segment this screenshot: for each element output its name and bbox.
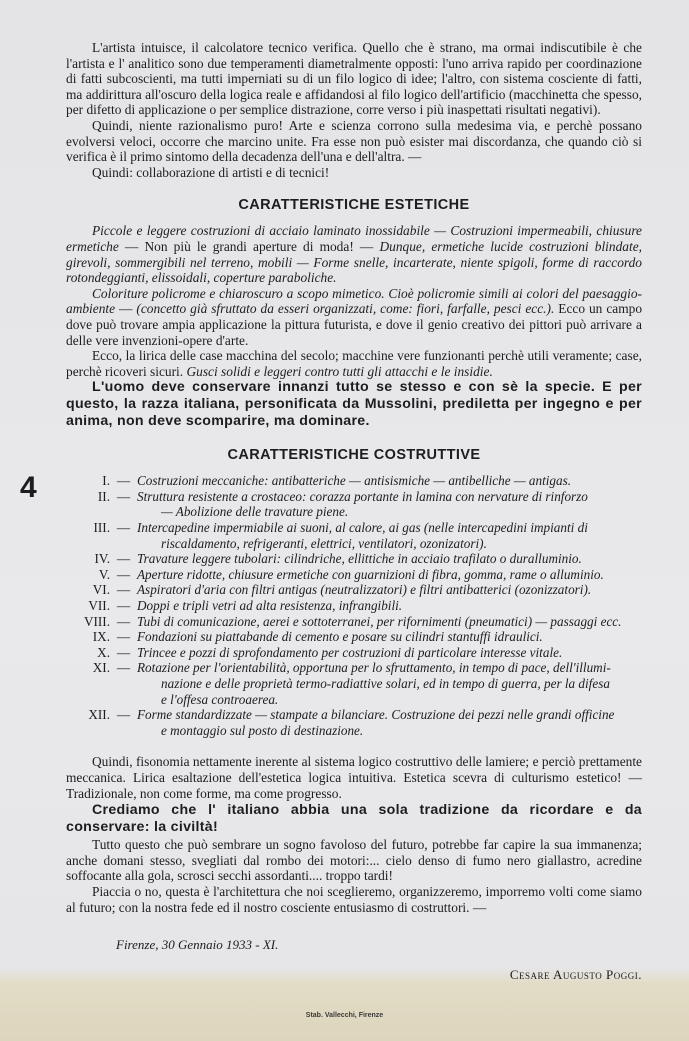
text-segment: Piccole e leggere costruzioni di acciaio laminato inossidabile — Costruzioni impermeabili, chiusure ermetiche: [66, 223, 642, 254]
dash: —: [116, 582, 131, 598]
list-item-line: e l'offesa controaerea.: [161, 691, 279, 707]
list-item-line: Fondazioni su piattabande di cemento e posare su cilindri stantuffi idraulici.: [137, 629, 543, 645]
text-segment: — Non più le grandi aperture di moda! —: [118, 238, 380, 254]
list-item-line: Aspiratori d'aria con filtri antigas (neutralizzatori) e filtri antibatterici (ozonizzatori).: [137, 582, 592, 598]
list-item-text: [137, 582, 642, 598]
conclusion-paragraph: Tutto questo che può sembrare un sogno favoloso del futuro, potrebbe far capire la sua immanenza; anche domani stesso, svegliati dal rombo dei motori:... cielo denso di fumo nero giallastro, acredine soffocante alla gola, scrosci secchi assordanti.... troppo tardi!: [66, 837, 642, 884]
list-item-text: [137, 614, 642, 630]
roman-numeral: XI.: [92, 660, 110, 676]
text-segment: —: [115, 301, 137, 317]
text-segment: Ecco, la lirica delle case macchina del secolo; macchine vere funzionanti perchè utili veramente; case, perchè ricoveri sicuri.: [66, 348, 642, 379]
dash: —: [116, 613, 131, 629]
dash: —: [116, 644, 131, 660]
text-segment: (concetto già sfruttato da esseri organizzati, come: fiori, farfalle, pesci ecc.).: [136, 301, 555, 317]
date-line: Firenze, 30 Gennaio 1933 - XI.: [116, 937, 279, 953]
list-item: [60, 707, 642, 738]
aesthetic-section: [66, 223, 642, 430]
list-item: [60, 598, 642, 614]
paragraph: [66, 40, 642, 118]
dash: —: [116, 551, 131, 567]
list-item-text: [137, 598, 642, 614]
list-item-line: — Abolizione delle travature piene.: [161, 504, 349, 520]
list-item-text: [137, 473, 642, 489]
list-item: [60, 582, 642, 598]
list-item-line: riscaldamento, refrigeranti, elettrici, ventilatori, ozonizatori).: [161, 535, 487, 551]
dash: —: [116, 520, 131, 536]
list-item-text: [137, 660, 642, 707]
text-segment: Quindi, niente razionalismo puro! Arte e scienza corrono sulla medesima via, e perchè possano evolversi veloci, occorre che marcino unite. Fra esse non può esister mai discordanza, che quando ciò si verifica è il primo sintomo della decadenza dell'una e dell'altra. —: [66, 117, 642, 165]
paragraph: [66, 286, 642, 348]
roman-numeral: VI.: [92, 582, 110, 598]
list-item-text: [137, 551, 642, 567]
intro-section: [66, 40, 642, 180]
list-item: [60, 551, 642, 567]
list-item: [60, 629, 642, 645]
roman-numeral: XII.: [88, 707, 110, 723]
conclusion-paragraph: Piaccia o no, questa è l'architettura che noi sceglieremo, organizzeremo, imporremo volti come siamo al futuro; con la nostra fede ed il nostro cosciente entusiasmo di costruttori. —: [66, 883, 642, 915]
dash: —: [116, 598, 131, 614]
list-item-line: Forme standardizzate — stampate a bilanciare. Costruzione dei pezzi nelle grandi officine: [137, 707, 615, 723]
roman-numeral: III.: [93, 520, 110, 536]
list-item-line: nazione e delle proprietà termo-radiattive solari, ed in tempo di guerra, per la difesa: [161, 676, 610, 691]
list-item-line: Intercapedine impermiabile ai suoni, al calore, ai gas (nelle intercapedini impianti di: [137, 520, 588, 536]
list-item-line: Struttura resistente a crostaceo: corazza portante in lamina con nervature di rinforzo: [137, 488, 588, 504]
page-number: 4: [20, 471, 37, 505]
list-item-text: [137, 629, 642, 645]
paragraph: [66, 348, 642, 379]
dash: —: [116, 707, 131, 723]
text-segment: L'artista intuisce, il calcolatore tecnico verifica. Quello che è strano, ma ormai indiscutibile è che l'artista e l' analitico sono due temperamenti diametralmente opposti: l'uno arriva rapido per coordinazione di fatti subcoscienti, ma tutti imperniati su di un filo logico di idee; l'altro, con sistema cosciente di fatti, ma addirittura all'oscuro della logica reale e affidandosi al filo logico dell'artificio (macchinetta che spesso, per difetto di applicazione o per semplice distrazione, corre verso i più inaspettati risultati negativi).: [66, 40, 642, 118]
conclusion-paragraph: Quindi, fisonomia nettamente inerente al sistema logico costruttivo delle lamiere; e perciò prettamente meccanica. Lirica esaltazione dell'estetica logica intuitiva. Estetica scevra di culturismo estetico! — Tradizionale, non come forme, ma come progresso.: [66, 754, 642, 801]
list-item-line: Rotazione per l'orientabilità, opportuna per lo sfruttamento, in tempo di pace, dell'illumi-: [137, 660, 611, 676]
text-segment: Quindi: collaborazione di artisti e di tecnici!: [92, 164, 330, 180]
roman-numeral: II.: [97, 488, 110, 504]
list-item-text: [137, 567, 642, 583]
list-item: [60, 473, 642, 489]
printer-imprint: Stab. Vallecchi, Firenze: [305, 1012, 384, 1020]
list-item: [60, 614, 642, 630]
roman-numeral: V.: [98, 566, 110, 582]
list-item: [60, 645, 642, 661]
roman-numeral: VIII.: [84, 613, 110, 629]
list-item: [60, 660, 642, 707]
roman-numeral: VII.: [88, 598, 110, 614]
text-segment: Dunque, ermetiche lucide costruzioni blindate, girevoli, sommergibili nel terreno, mobili — Forme snelle, incarterate, niente spigoli, forme di raccordo rotondeggianti, elissoidali, coperture paraboliche.: [66, 238, 642, 286]
list-item-line: e montaggio sul posto di destinazione.: [161, 722, 364, 738]
signature: Cesare Augusto Poggi.: [509, 967, 642, 983]
roman-numeral: IV.: [94, 551, 110, 567]
aesthetic-bold-paragraph: L'uomo deve conservare innanzi tutto se stesso e con sè la specie. E per questo, la razza italiana, personificata da Mussolini, prediletta per ingegno e per anima, non deve scomparire, ma dominare.: [66, 379, 642, 430]
dash: —: [116, 660, 131, 676]
roman-numeral: I.: [102, 473, 110, 489]
dash: —: [116, 488, 131, 504]
text-segment: Ecco un campo dove può trovare ampia applicazione la pittura futurista, e dove il genio creativo dei pittori può arrivare a delle vere invenzioni-opere d'arte.: [66, 301, 643, 348]
list-item: [60, 567, 642, 583]
heading-constructive: CARATTERISTICHE COSTRUTTIVE: [227, 447, 481, 464]
roman-numeral: IX.: [92, 629, 110, 645]
list-item: [60, 489, 642, 520]
list-item-line: Aperture ridotte, chiusure ermetiche con guarnizioni di fibra, gomma, rame o alluminio.: [137, 566, 604, 582]
list-item-text: [137, 489, 642, 520]
list-item: [60, 520, 642, 551]
roman-numeral: X.: [97, 644, 110, 660]
list-item-text: [137, 520, 642, 551]
conclusion-section: [66, 754, 642, 915]
list-item-line: Travature leggere tubolari: cilindriche, ellittiche in acciaio trafilato o duralluminio.: [137, 551, 582, 567]
dash: —: [116, 629, 131, 645]
dash: —: [116, 566, 131, 582]
conclusion-bold-paragraph: Crediamo che l' italiano abbia una sola tradizione da ricordare e da conservare: la civiltà!: [66, 802, 642, 836]
list-item-line: Tubi di comunicazione, aerei e sottoterranei, per rifornimenti (pneumatici) — passaggi ecc.: [137, 613, 622, 629]
list-item-line: Trincee e pozzi di sprofondamento per costruzioni di particolare interesse vitale.: [137, 644, 563, 660]
constructive-list: [60, 473, 642, 738]
paragraph: [66, 165, 642, 181]
dash: —: [116, 473, 131, 489]
list-item-line: Costruzioni meccaniche: antibatteriche — antisismiche — antibelliche — antigas.: [137, 473, 572, 489]
paragraph: [66, 118, 642, 165]
list-item-line: Doppi e tripli vetri ad alta resistenza, infrangibili.: [137, 598, 403, 614]
text-segment: Coloriture policrome e chiaroscuro a scopo mimetico. Cioè policromie simili ai colori del paesaggio-ambiente: [66, 285, 642, 317]
heading-aesthetic: CARATTERISTICHE ESTETICHE: [238, 197, 470, 214]
text-segment: Gusci solidi e leggeri contro tutti gli attacchi e le insidie.: [186, 363, 493, 379]
list-item-text: [137, 645, 642, 661]
paragraph: [66, 223, 642, 285]
list-item-text: [137, 707, 642, 738]
